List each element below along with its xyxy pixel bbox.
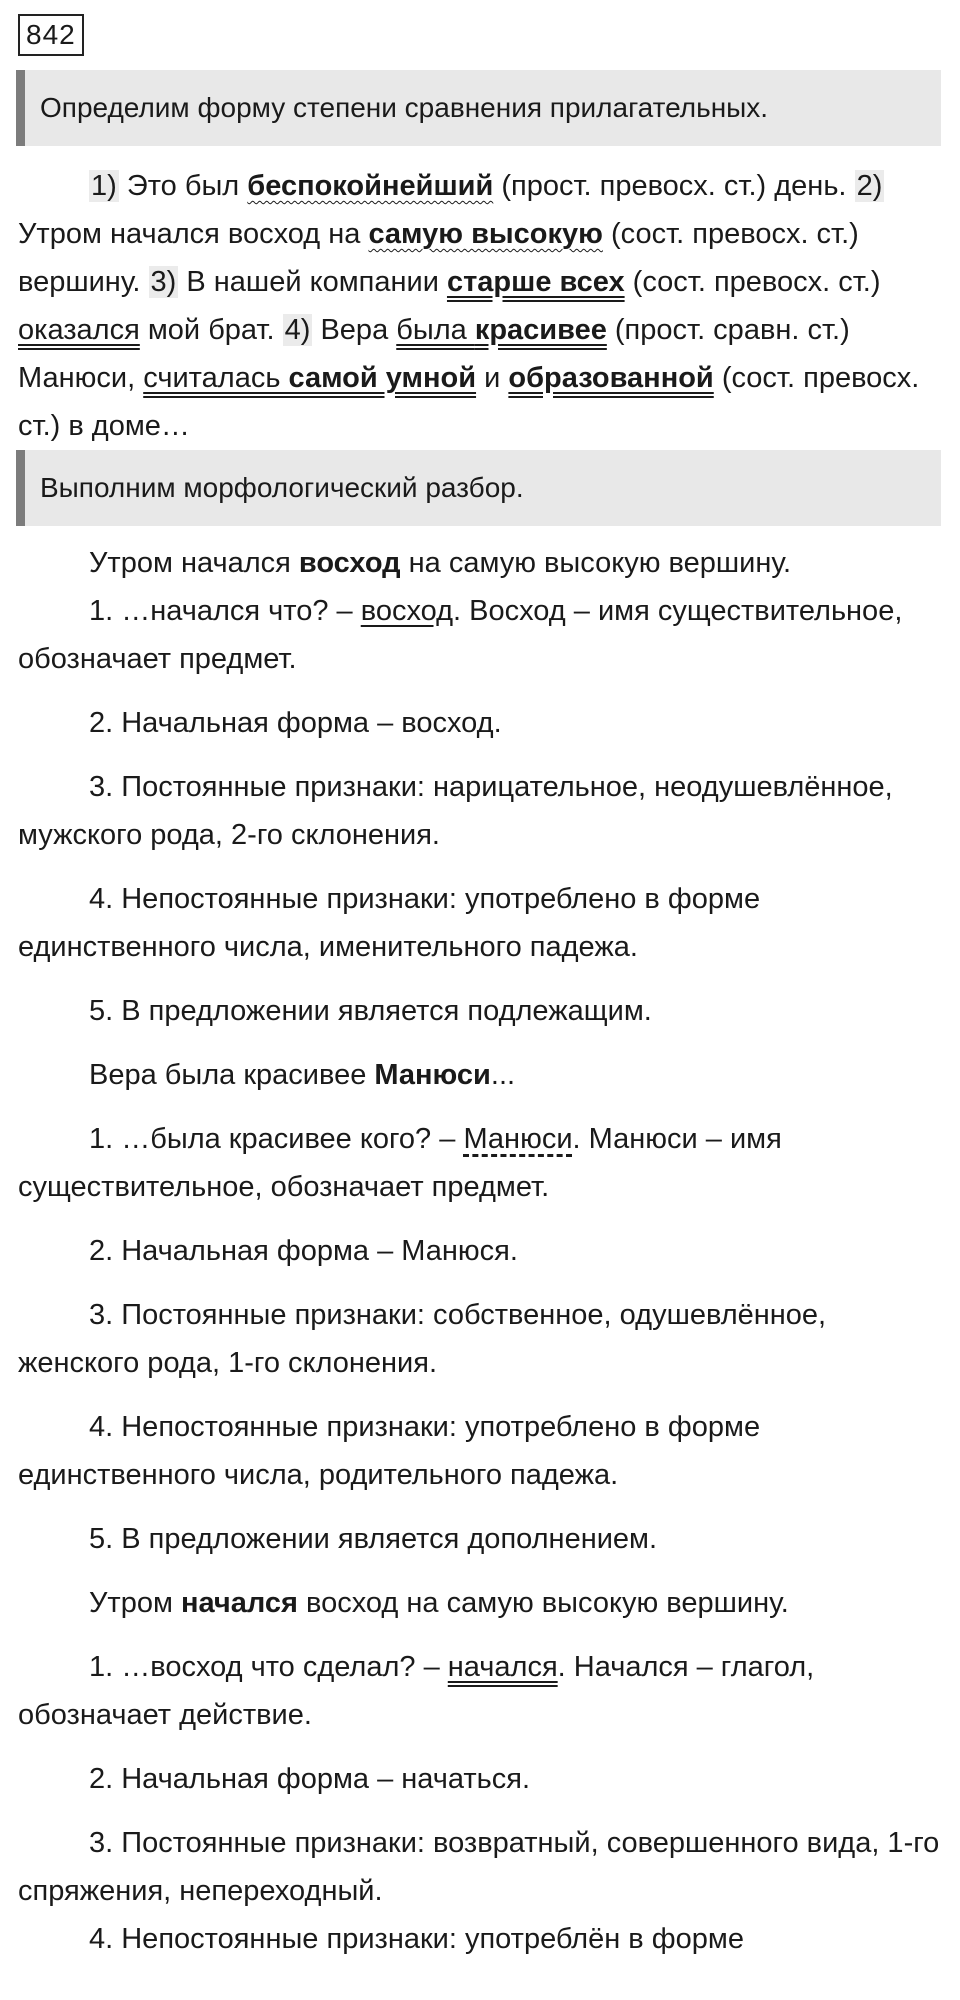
sentence-number: 3) xyxy=(150,266,177,298)
analysis-step: 2. Начальная форма – восход. xyxy=(89,707,502,739)
adjective-word: образованной xyxy=(508,362,714,394)
sentence-number: 4) xyxy=(284,314,311,346)
analysis-step: 3. Постоянные признаки: нарицательное, неодушевлённое, мужского рода, 2-го склонения. xyxy=(18,771,893,851)
analysis-step: 1. …начался что? – восход. Восход – имя существительное, обозначает предмет. xyxy=(18,595,903,675)
adjective-word: красивее xyxy=(474,314,607,346)
sentence-number: 1) xyxy=(91,170,117,202)
analysis-step: 4. Непостоянные признаки: употреблено в форме единственного числа, именительного падежа. xyxy=(18,883,761,963)
analysis-step: 4. Непостоянные признаки: употреблён в форме xyxy=(89,1923,744,1955)
predicate-word: считалась xyxy=(143,362,289,394)
adjective-word: старше всех xyxy=(446,266,625,298)
sentence-number: 2) xyxy=(856,170,883,202)
adjective-word: самой умной xyxy=(288,362,477,394)
section-heading-comparison: Определим форму степени сравнения прилагательных. xyxy=(16,70,941,146)
predicate-word: оказался xyxy=(18,314,140,346)
analysis-step: 1. …восход что сделал? – начался. Начался – глагол, обозначает действие. xyxy=(18,1651,815,1731)
analysis-step: 1. …была красивее кого? – Манюси. Манюси – имя существительное, обозначает предмет. xyxy=(18,1123,782,1203)
analysis-step: 4. Непостоянные признаки: употреблено в форме единственного числа, родительного падежа. xyxy=(18,1411,761,1491)
analysis-step: 3. Постоянные признаки: собственное, одушевлённое, женского рода, 1-го склонения. xyxy=(18,1299,827,1379)
part1-paragraph: 1) Это был беспокойнейший (прост. превосх. ст.) день. 2) Утром начался восход на самую высокую (сост. превосх. ст.) вершину. 3) В нашей компании старше всех (сост. превосх. ст.) оказался мой брат. 4) Вера была красивее (прост. сравн. ст.) Манюси, считалась самой умной и образованной (сост. превосх. ст.) в доме… xyxy=(18,170,920,442)
sentence-1: Утром начался восход на самую высокую вершину. xyxy=(89,547,792,579)
exercise-number: 842 xyxy=(18,14,84,56)
analysis-step: 3. Постоянные признаки: возвратный, совершенного вида, 1-го спряжения, непереходный. xyxy=(18,1827,940,1907)
section-heading-morphology: Выполним морфологический разбор. xyxy=(16,450,941,526)
analysis-step: 2. Начальная форма – Манюся. xyxy=(89,1235,518,1267)
part1-text xyxy=(18,162,943,450)
adjective-word: самую высокую xyxy=(368,218,603,250)
analysis-step: 5. В предложении является подлежащим. xyxy=(89,995,652,1027)
sentence-3: Утром начался восход на самую высокую вершину. xyxy=(89,1587,789,1619)
analysis-step: 5. В предложении является дополнением. xyxy=(89,1523,658,1555)
analysis-step: 2. Начальная форма – начаться. xyxy=(89,1763,531,1795)
sentence-2: Вера была красивее Манюси... xyxy=(89,1059,516,1091)
adjective-word: беспокойнейший xyxy=(247,170,494,202)
analysis-text xyxy=(18,539,943,1963)
predicate-word: была xyxy=(396,314,475,346)
